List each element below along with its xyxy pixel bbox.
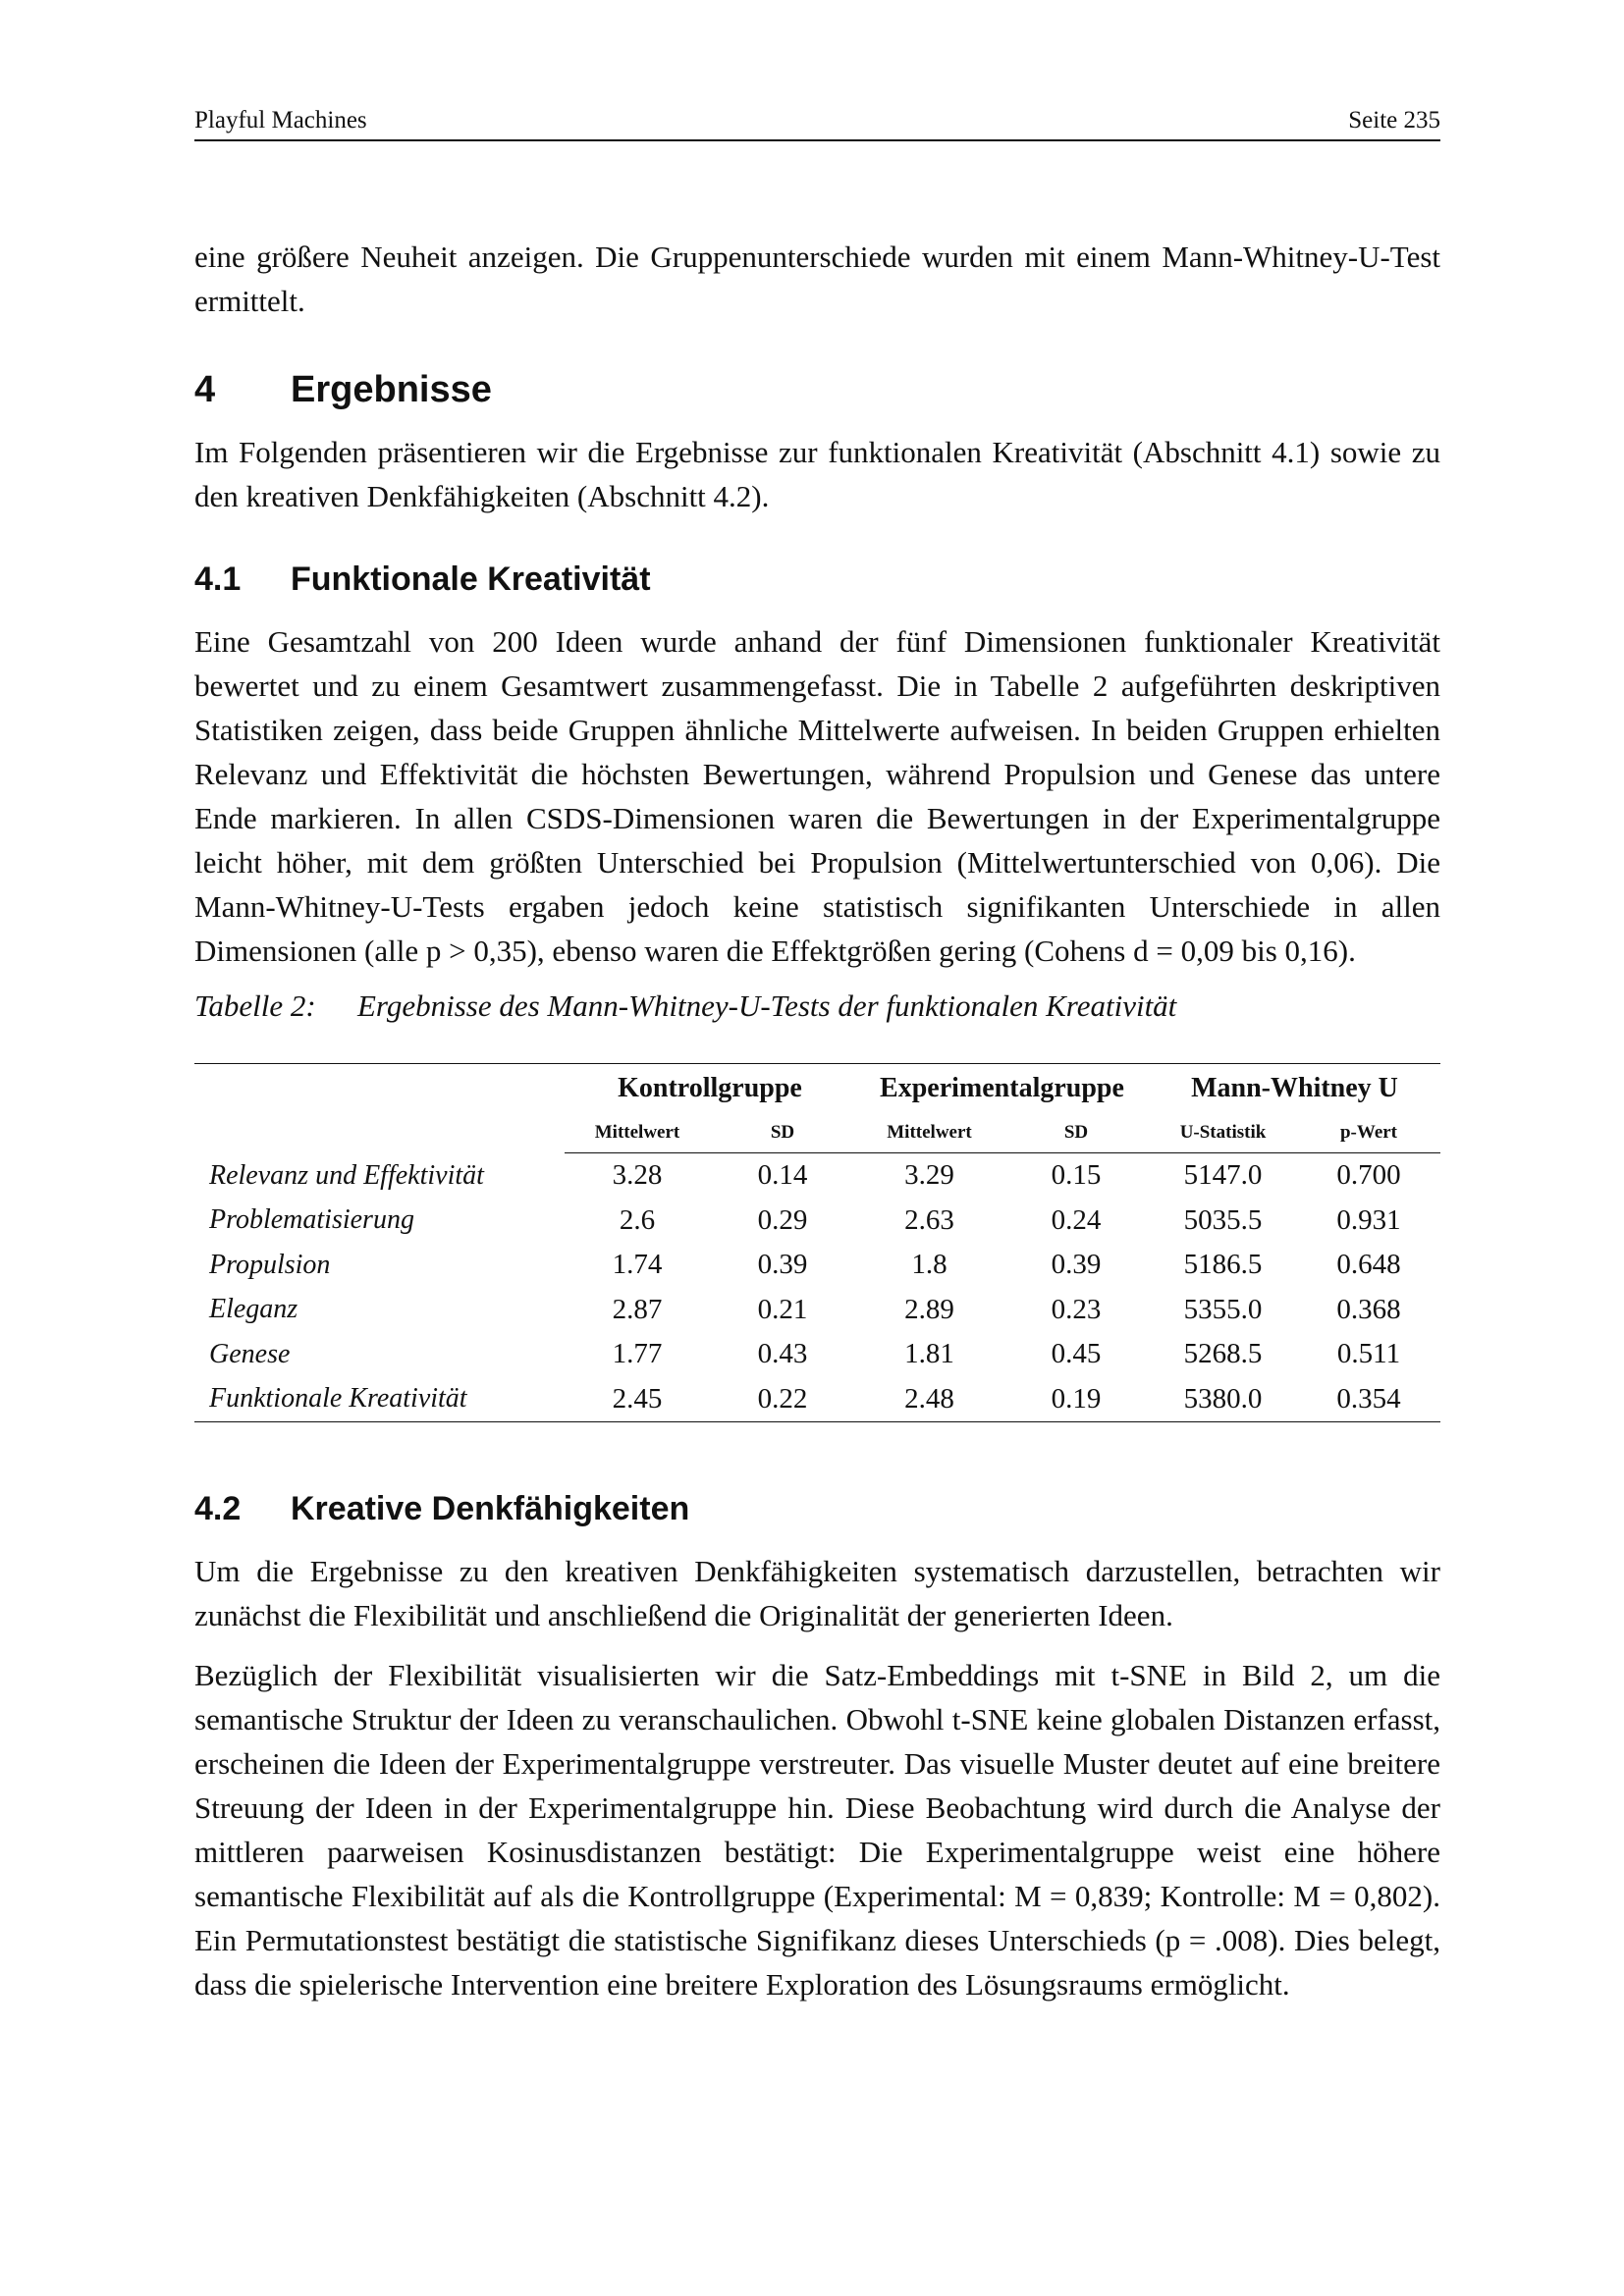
table-caption-text: Ergebnisse des Mann-Whitney-U-Tests der funktionalen Kreativität [357, 988, 1177, 1023]
row-label: Genese [209, 1338, 291, 1369]
table-cell: 5380.0 [1149, 1377, 1297, 1422]
table-cell: 0.700 [1336, 1159, 1401, 1192]
table-caption-label: Tabelle 2: [194, 988, 316, 1023]
table-cell: 3.29 [904, 1159, 954, 1192]
table-row [194, 1199, 1440, 1244]
table-cell: 0.21 [757, 1293, 808, 1325]
table-cell: 5147.0 [1183, 1159, 1263, 1192]
row-label: Funktionale Kreativität [194, 1377, 565, 1422]
row-label: Relevanz und Effektivität [209, 1159, 484, 1191]
intro-paragraph: eine größere Neuheit anzeigen. Die Gruppenunterschiede wurden mit einem Mann-Whitney-U-Test ermittelt. [194, 240, 1440, 318]
running-head [194, 106, 1440, 141]
table-cell: 2.87 [612, 1293, 663, 1325]
section-title: Ergebnisse [291, 369, 492, 410]
sub-header-cell: SD [710, 1113, 855, 1153]
table-cell: 2.6 [619, 1203, 656, 1236]
sub-header-cell: p-Wert [1297, 1113, 1440, 1153]
row-label: Eleganz [209, 1294, 298, 1325]
section-4-2-heading [194, 1489, 1440, 1528]
table-cell: 5268.5 [1183, 1338, 1263, 1370]
section-4-1-heading [194, 560, 1440, 599]
table-cell: 0.24 [1051, 1203, 1102, 1236]
section-number: 4.1 [194, 561, 242, 598]
section-title: Funktionale Kreativität [291, 561, 651, 598]
table-cell: 0.45 [1051, 1338, 1102, 1370]
sub-header-cell: SD [1003, 1113, 1149, 1153]
group-header-control: Kontrollgruppe [565, 1064, 855, 1114]
table-cell: 0.23 [1051, 1293, 1102, 1325]
group-header-mann-whitney: Mann-Whitney U [1149, 1064, 1440, 1114]
section-4-paragraph: Im Folgenden präsentieren wir die Ergebnisse zur funktionalen Kreativität (Abschnitt 4.1) sowie zu den kreativen Denkfähigkeiten (Abschnitt 4.2). [194, 435, 1440, 513]
sub-header-cell: Mittelwert [565, 1113, 710, 1153]
table-cell: 0.39 [1051, 1249, 1102, 1281]
table-cell: 2.45 [565, 1377, 710, 1422]
table-cell: 0.511 [1336, 1338, 1401, 1370]
table-cell: 2.89 [904, 1293, 954, 1325]
table-cell: 1.8 [911, 1249, 947, 1281]
section-4-heading [194, 368, 1440, 411]
table-cell: 0.39 [757, 1249, 808, 1281]
table-cell: 0.931 [1336, 1203, 1401, 1236]
table-cell: 0.14 [757, 1159, 808, 1192]
table-cell: 5355.0 [1183, 1293, 1263, 1325]
table-cell: 1.81 [904, 1338, 954, 1370]
sub-header-cell: Mittelwert [855, 1113, 1003, 1153]
table-sub-header-row [194, 1113, 1440, 1153]
table-group-header-row [194, 1064, 1440, 1114]
sub-header-cell: U-Statistik [1149, 1113, 1297, 1153]
table-cell: 0.22 [710, 1377, 855, 1422]
results-table [194, 1063, 1440, 1422]
table-cell: 1.77 [612, 1338, 663, 1370]
table-corner-cell [194, 1113, 565, 1153]
page [194, 106, 1440, 2006]
table-cell: 2.63 [904, 1203, 954, 1236]
section-4-2-paragraph-2: Bezüglich der Flexibilität visualisierten wir die Satz-Embeddings mit t-SNE in Bild 2, um die semantische Struktur der Ideen zu veranschaulichen. Obwohl t-SNE keine globalen Distanzen erfasst, erscheinen die Ideen der Experimentalgruppe verstreuter. Das visuelle Muster deutet auf eine breitere Streuung der Ideen in der Experimentalgruppe hin. Diese Beobachtung wird durch die Analyse der mittleren paarweisen Kosinusdistanzen bestätigt: Die Experimentalgruppe weist eine höhere semantische Flexibilität auf als die Kontrollgruppe (Experimental: M = 0,839; Kontrolle: M = 0,802). Ein Permutationstest bestätigt die statistische Signifikanz dieses Unterschieds (p = .008). Dies belegt, dass die spielerische Intervention eine breitere Exploration des Lösungsraums ermöglicht. [194, 1658, 1440, 2002]
table-cell: 0.19 [1003, 1377, 1149, 1422]
table-cell: 0.15 [1051, 1159, 1102, 1192]
table-corner-cell [194, 1064, 565, 1114]
table-cell: 5186.5 [1183, 1249, 1263, 1281]
table-cell: 0.354 [1297, 1377, 1440, 1422]
table-row [194, 1377, 1440, 1422]
table-cell: 0.368 [1336, 1293, 1401, 1325]
section-title: Kreative Denkfähigkeiten [291, 1490, 690, 1527]
table-row [194, 1153, 1440, 1199]
running-head-title: Playful Machines [194, 107, 367, 133]
group-header-experimental: Experimentalgruppe [855, 1064, 1149, 1114]
row-label: Propulsion [209, 1249, 331, 1280]
table-row [194, 1288, 1440, 1333]
section-number: 4.2 [194, 1490, 242, 1527]
section-4-1-paragraph: Eine Gesamtzahl von 200 Ideen wurde anhand der fünf Dimensionen funktionaler Kreativität bewertet und zu einem Gesamtwert zusammengefasst. Die in Tabelle 2 aufgeführten deskriptiven Statistiken zeigen, dass beide Gruppen ähnliche Mittelwerte aufweisen. In beiden Gruppen erhielten Relevanz und Effektivität die höchsten Bewertungen, während Propulsion und Genese das untere Ende markieren. In allen CSDS-Dimensionen waren die Bewertungen in der Experimentalgruppe leicht höher, mit dem größten Unterschied bei Propulsion (Mittelwertunterschied von 0,06). Die Mann-Whitney-U-Tests ergaben jedoch keine statistisch signifikanten Unterschiede in allen Dimensionen (alle p > 0,35), ebenso waren die Effektgrößen gering (Cohens d = 0,09 bis 0,16). [194, 624, 1440, 968]
table-caption [194, 987, 1440, 1026]
table-row [194, 1243, 1440, 1288]
page-number: Seite 235 [1348, 107, 1440, 133]
table-cell: 0.43 [757, 1338, 808, 1370]
table-cell: 3.28 [612, 1159, 663, 1192]
table-cell: 2.48 [855, 1377, 1003, 1422]
section-4-2-paragraph-1: Um die Ergebnisse zu den kreativen Denkfähigkeiten systematisch darzustellen, betrachten wir zunächst die Flexibilität und anschließend die Originalität der generierten Ideen. [194, 1554, 1440, 1632]
table-cell: 1.74 [612, 1249, 663, 1281]
row-label: Problematisierung [209, 1204, 414, 1236]
table-cell: 5035.5 [1183, 1203, 1263, 1236]
section-number: 4 [194, 369, 216, 410]
table-row [194, 1332, 1440, 1377]
table-cell: 0.648 [1336, 1249, 1401, 1281]
table-cell: 0.29 [757, 1203, 808, 1236]
